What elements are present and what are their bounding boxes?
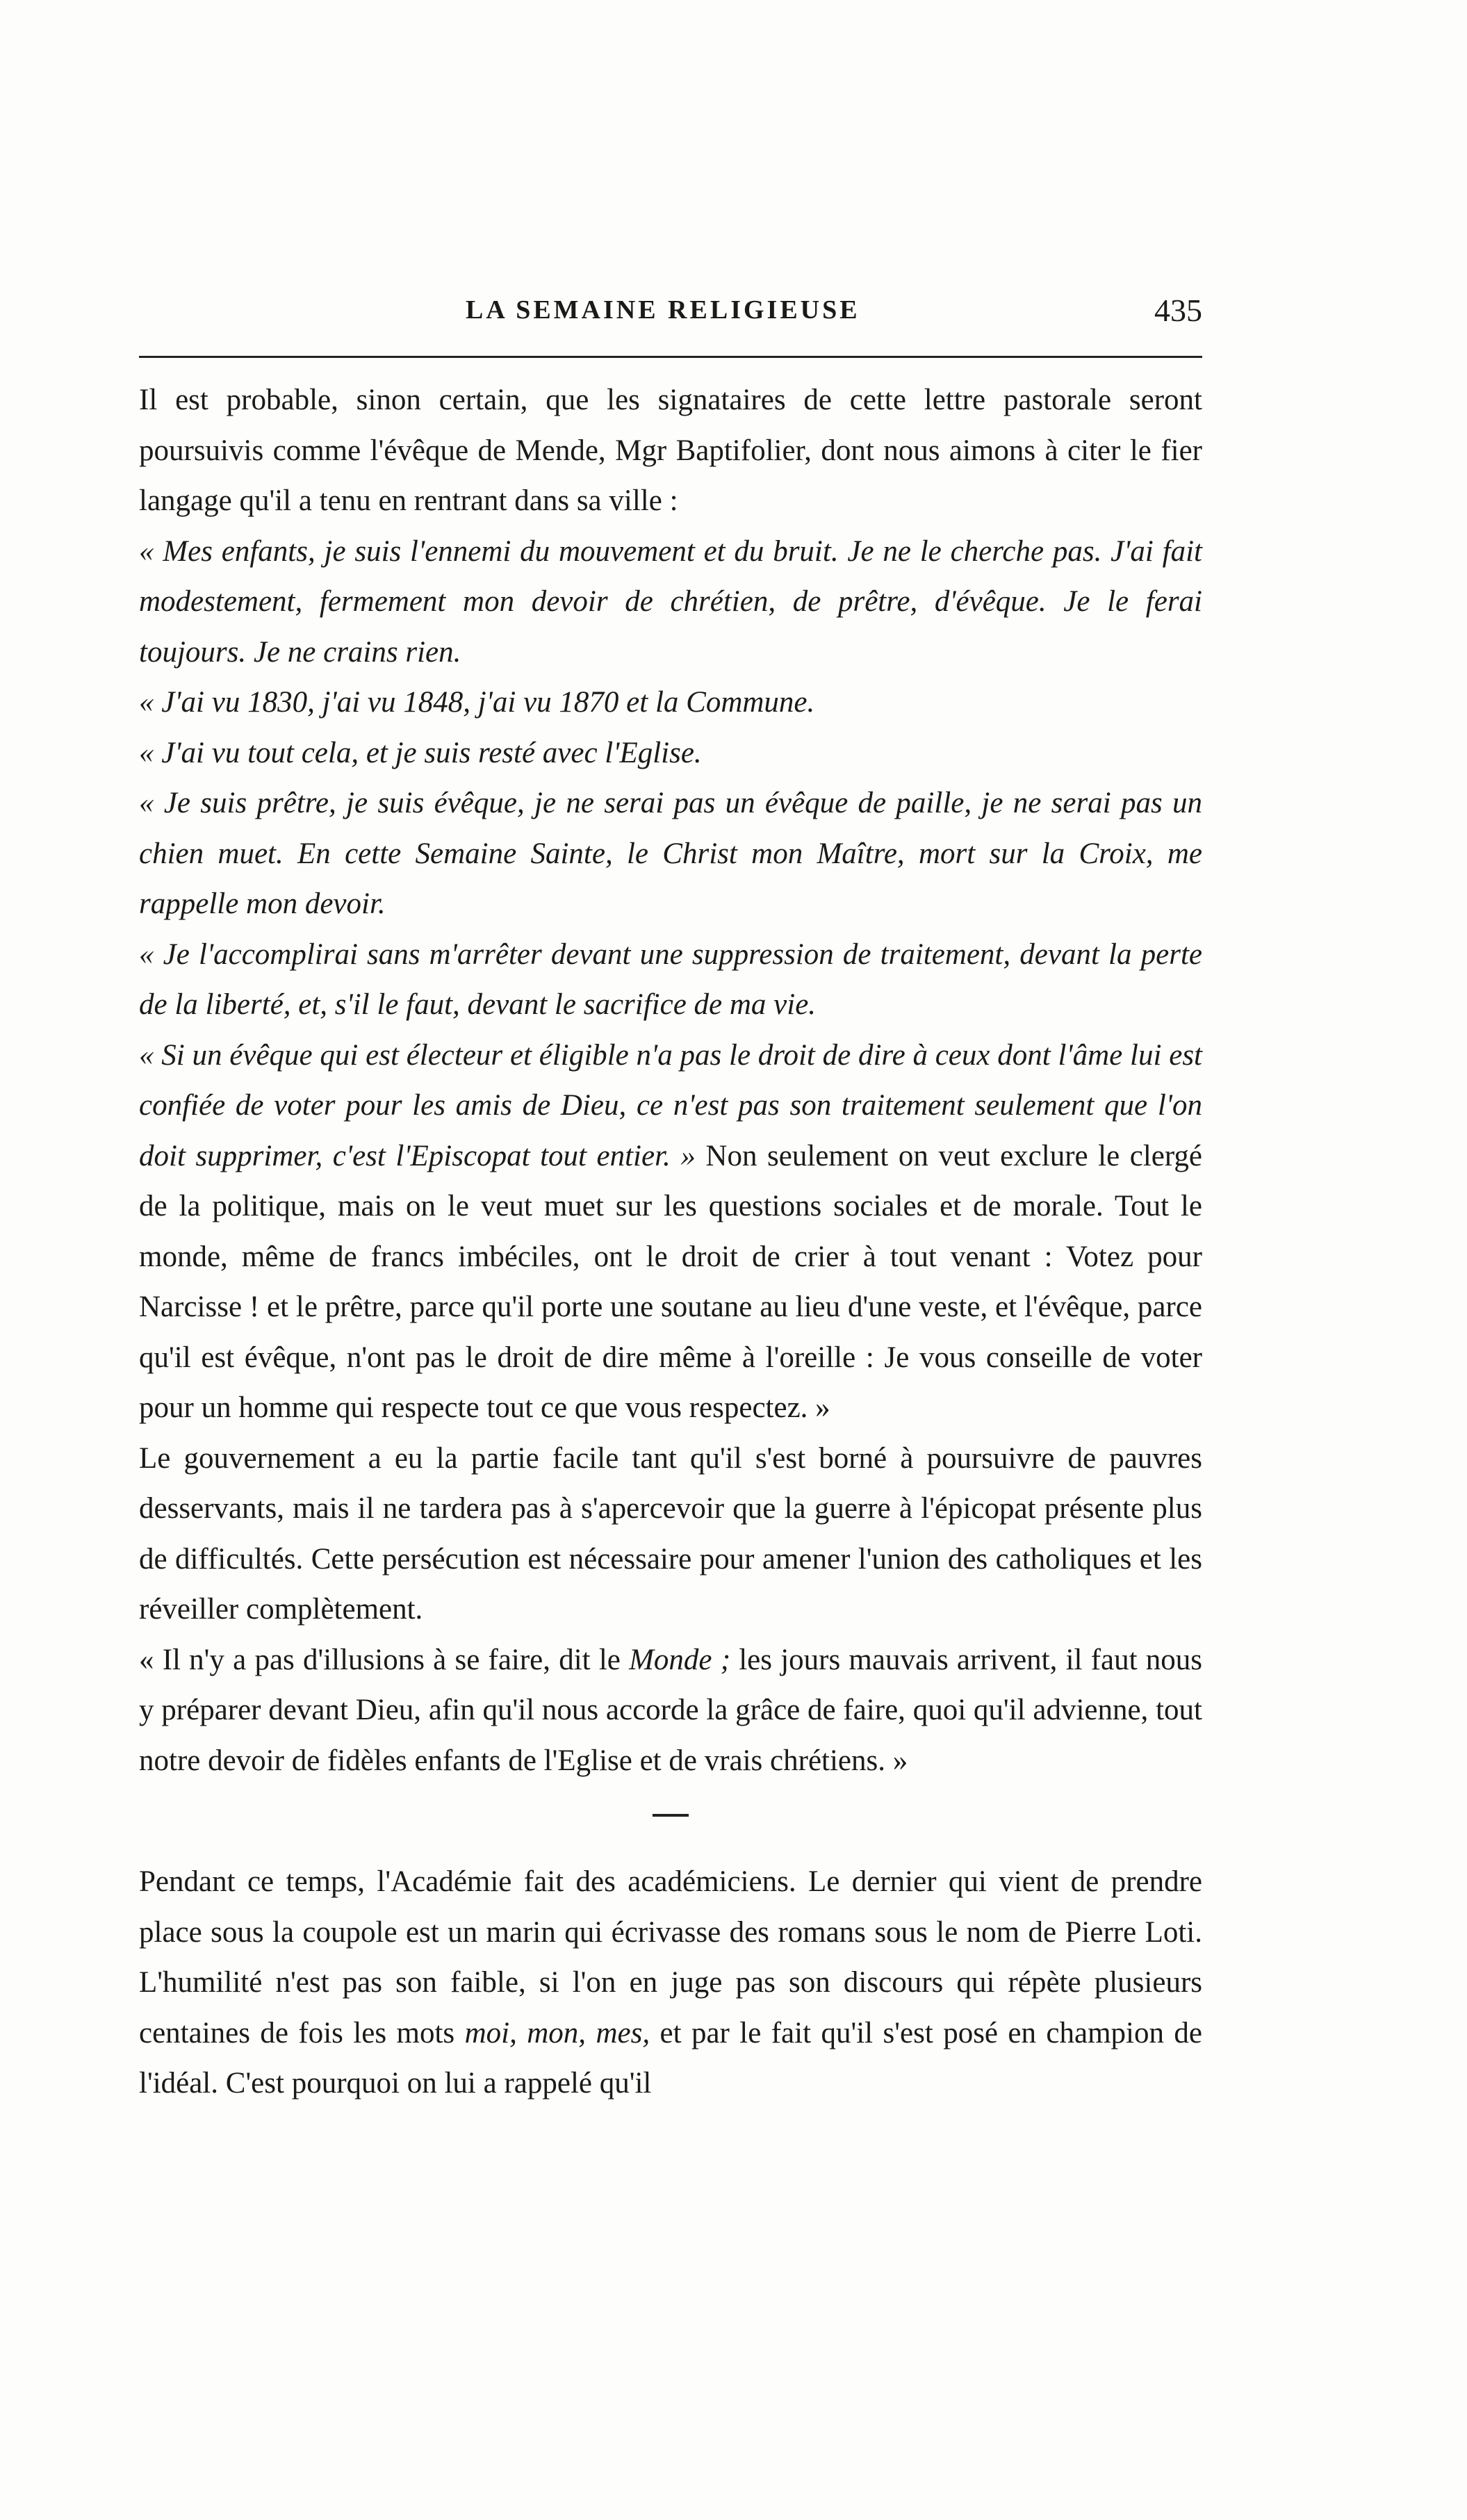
- quote-paragraph-2: « J'ai vu 1830, j'ai vu 1848, j'ai vu 1870 et la Commune.: [139, 686, 815, 719]
- quote-paragraph-4: « Je suis prêtre, je suis évêque, je ne serai pas un évêque de paille, je ne serai pas un chien muet. En cette Semaine Sainte, le Christ mon Maître, mort sur la Croix, me rappelle mon devoir.: [139, 787, 1202, 920]
- quote-paragraph-5: « Je l'accomplirai sans m'arrêter devant une suppression de traitement, devant la perte de la liberté, et, s'il le faut, devant le sacrifice de ma vie.: [139, 938, 1202, 1021]
- section-divider: [653, 1814, 689, 1817]
- paragraph-academie: [139, 1857, 1202, 2109]
- paragraph-government: Le gouvernement a eu la partie facile tant qu'il s'est borné à poursuivre de pauvres desservants, mais il ne tardera pas à s'apercevoir que la guerre à l'épicopat présente plus de difficultés. Cette persécution est nécessaire pour amener l'union des catholiques et les réveiller complètement.: [139, 1441, 1202, 1626]
- running-title: LA SEMAINE RELIGIEUSE: [466, 295, 860, 325]
- quote-6-italic: « Si un évêque qui est électeur et éligible n'a pas le droit de dire à ceux dont l'âme lui est confiée de voter pour les amis de Dieu, ce n'est pas son traitement seulement que l'on doit supprimer, c'est l'Episcopat tout entier. »: [139, 1038, 1202, 1172]
- academie-italic: moi, mon, mes,: [464, 2016, 650, 2049]
- monde-title: Monde ;: [629, 1643, 731, 1676]
- academie-end: et par le fait qu'il s'est posé en champion de l'idéal. C'est pourquoi on lui a rappelé qu'il: [139, 2016, 1203, 2100]
- paragraph-intro: Il est probable, sinon certain, que les signataires de cette lettre pastorale seront poursuivis comme l'évêque de Mende, Mgr Baptifolier, dont nous aimons à citer le fier langage qu'il a tenu en rentrant dans sa ville :: [139, 384, 1202, 517]
- header-rule: [139, 356, 1202, 358]
- quote-paragraph-3: « J'ai vu tout cela, et je suis resté avec l'Eglise.: [139, 736, 702, 769]
- academie-start: Pendant ce temps, l'Académie fait des académiciens. Le dernier qui vient de prendre place sous la coupole est un marin qui écrivasse des romans sous le nom de Pierre Loti. L'humilité n'est pas son faible, si l'on en juge pas son discours qui répète plusieurs centaines de fois les mots: [139, 1865, 1202, 2049]
- quote-6-commentary: Non seulement on veut exclure le clergé de la politique, mais on le veut muet sur les questions sociales et de morale. Tout le monde, même de francs imbéciles, ont le droit de crier à tout venant : Votez pour Narcisse ! et le prêtre, parce qu'il porte une soutane au lieu d'une veste, et l'évêque, parce qu'il est évêque, n'ont pas le droit de dire même à l'oreille : Je vous conseille de voter pour un homme qui respecte tout ce que vous respectez. »: [139, 1139, 1203, 1424]
- paragraph-monde: [139, 1635, 1202, 1787]
- monde-start: « Il n'y a pas d'illusions à se faire, dit le: [139, 1643, 630, 1676]
- page-number: 435: [1154, 293, 1202, 328]
- quote-paragraph-1: « Mes enfants, je suis l'ennemi du mouvement et du bruit. Je ne le cherche pas. J'ai fait modestement, fermement mon devoir de chrétien, de prêtre, d'évêque. Je le ferai toujours. Je ne crains rien.: [139, 534, 1202, 669]
- page-header: [139, 292, 1202, 334]
- quote-paragraph-6: [139, 1031, 1202, 1434]
- monde-end: les jours mauvais arrivent, il faut nous y préparer devant Dieu, afin qu'il nous accorde la grâce de faire, quoi qu'il advienne, tout notre devoir de fidèles enfants de l'Eglise et de vrais chrétiens. »: [139, 1643, 1202, 1777]
- body-text: [139, 375, 1202, 2109]
